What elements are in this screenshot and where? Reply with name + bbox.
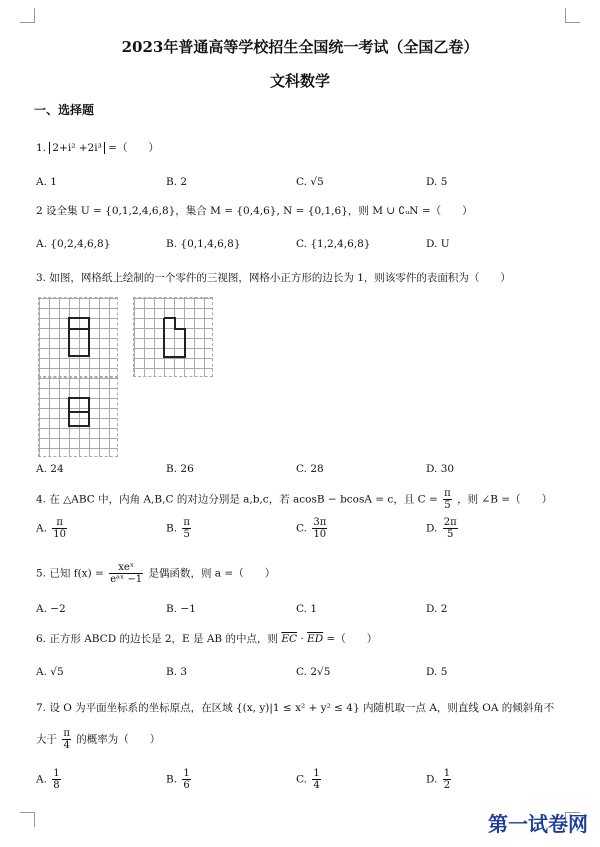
q3-options bbox=[36, 463, 556, 475]
q6-option-d[interactable]: D. 5 bbox=[426, 666, 448, 678]
front-view-line bbox=[68, 328, 90, 330]
q4-option-d[interactable]: D. $\frac{2\pi}{5}$ bbox=[426, 517, 457, 540]
q3-option-b[interactable]: B. 26 bbox=[166, 463, 194, 475]
q4-option-a[interactable]: A. $\frac{\pi}{10}$ bbox=[36, 517, 66, 540]
q2-option-a[interactable]: A. {0,2,4,6,8} bbox=[36, 238, 111, 250]
q3-option-a[interactable]: A. 24 bbox=[36, 463, 64, 475]
q2-option-c[interactable]: C. {1,2,4,6,8} bbox=[296, 238, 371, 250]
q1-options bbox=[36, 176, 556, 188]
top-view-line bbox=[68, 411, 90, 413]
question-4: 4. 在 △ABC 中，内角 A,B,C 的对边分别是 a,b,c，若 acosB − bcosA = c，且 C = $\frac{\pi}{5}$ ，则 ∠B =（ ） bbox=[36, 488, 553, 511]
vector-ec: $\overline{EC}$ bbox=[281, 633, 298, 645]
section-heading: 一、选择题 bbox=[34, 103, 95, 117]
q3-option-c[interactable]: C. 28 bbox=[296, 463, 324, 475]
q2-option-b[interactable]: B. {0,1,4,6,8} bbox=[166, 238, 241, 250]
q4-option-c[interactable]: C. $\frac{3\pi}{10}$ bbox=[296, 517, 327, 540]
crop-mark-top-right bbox=[565, 8, 580, 23]
q7-option-c[interactable]: C. $\frac{1}{4}$ bbox=[296, 768, 320, 791]
q5-option-a[interactable]: A. −2 bbox=[36, 603, 66, 615]
q2-option-d[interactable]: D. U bbox=[426, 238, 450, 250]
q5-option-d[interactable]: D. 2 bbox=[426, 603, 448, 615]
q1-option-c[interactable]: C. √5 bbox=[296, 176, 324, 188]
front-view-grid bbox=[38, 297, 118, 377]
q6-option-b[interactable]: B. 3 bbox=[166, 666, 188, 678]
exam-title: 2023年普通高等学校招生全国统一考试（全国乙卷） bbox=[121, 38, 479, 56]
question-7-line-2: 大于 $\frac{\pi}{4}$ 的概率为（ ） bbox=[36, 728, 161, 751]
q6-options bbox=[36, 666, 556, 678]
top-view-grid bbox=[38, 377, 118, 457]
q1-option-b[interactable]: B. 2 bbox=[166, 176, 188, 188]
q7-fraction: $\frac{\pi}{4}$ bbox=[63, 728, 70, 751]
q4-fraction: $\frac{\pi}{5}$ bbox=[444, 488, 451, 511]
question-6: 6. 正方形 ABCD 的边长是 2，E 是 AB 的中点，则 $\overline{EC} \cdot \overline{ED}$ =（ ） bbox=[36, 633, 378, 645]
q1-option-d[interactable]: D. 5 bbox=[426, 176, 448, 188]
front-view-outline bbox=[68, 317, 90, 357]
q2-options bbox=[36, 238, 556, 250]
question-2: 2 设全集 U = {0,1,2,4,6,8}，集合 M = {0,4,6}, N = {0,1,6}，则 M ∪ ∁ᵤN =（ ） bbox=[36, 205, 473, 217]
q3-option-d[interactable]: D. 30 bbox=[426, 463, 455, 475]
site-logo: 第一试卷网 bbox=[488, 812, 588, 836]
q7-option-b[interactable]: B. $\frac{1}{6}$ bbox=[166, 768, 190, 791]
q5-option-c[interactable]: C. 1 bbox=[296, 603, 318, 615]
q4-options bbox=[36, 517, 556, 540]
q5-fraction: $\frac{\text{xeˣ}}{\text{eᵃˣ −1}}$ bbox=[110, 562, 143, 585]
q5-options bbox=[36, 603, 556, 615]
exam-subtitle: 文科数学 bbox=[269, 72, 330, 90]
q4-option-b[interactable]: B. $\frac{\pi}{5}$ bbox=[166, 517, 190, 540]
question-5: 5. 已知 f(x) = $\frac{\text{xeˣ}}{\text{eᵃˣ −1}}$ 是偶函数，则 a =（ ） bbox=[36, 562, 276, 585]
q5-option-b[interactable]: B. −1 bbox=[166, 603, 196, 615]
q1-expression: 2+i² +2i³ bbox=[49, 142, 104, 154]
q7-options bbox=[36, 768, 556, 791]
question-7-line-1: 7. 设 O 为平面坐标系的坐标原点，在区域 {(x, y)|1 ≤ x² + y² ≤ 4} 内随机取一点 A，则直线 OA 的倾斜角不 bbox=[36, 702, 555, 714]
vector-ed: $\overline{ED}$ bbox=[307, 633, 324, 645]
crop-mark-bottom-left bbox=[20, 812, 35, 827]
q6-option-a[interactable]: A. √5 bbox=[36, 666, 64, 678]
q1-option-a[interactable]: A. 1 bbox=[36, 176, 57, 188]
q6-option-c[interactable]: C. 2√5 bbox=[296, 666, 331, 678]
side-view-outline bbox=[134, 298, 214, 378]
q7-option-d[interactable]: D. $\frac{1}{2}$ bbox=[426, 768, 451, 791]
q7-option-a[interactable]: A. $\frac{1}{8}$ bbox=[36, 768, 60, 791]
crop-mark-top-left bbox=[20, 8, 35, 23]
side-view-grid bbox=[133, 297, 213, 377]
question-1: 1. 2+i² +2i³ =（ ） bbox=[36, 142, 159, 154]
question-3: 3. 如图，网格纸上绘制的一个零件的三视图，网格小正方形的边长为 1，则该零件的表面积为（ ） bbox=[36, 272, 511, 284]
